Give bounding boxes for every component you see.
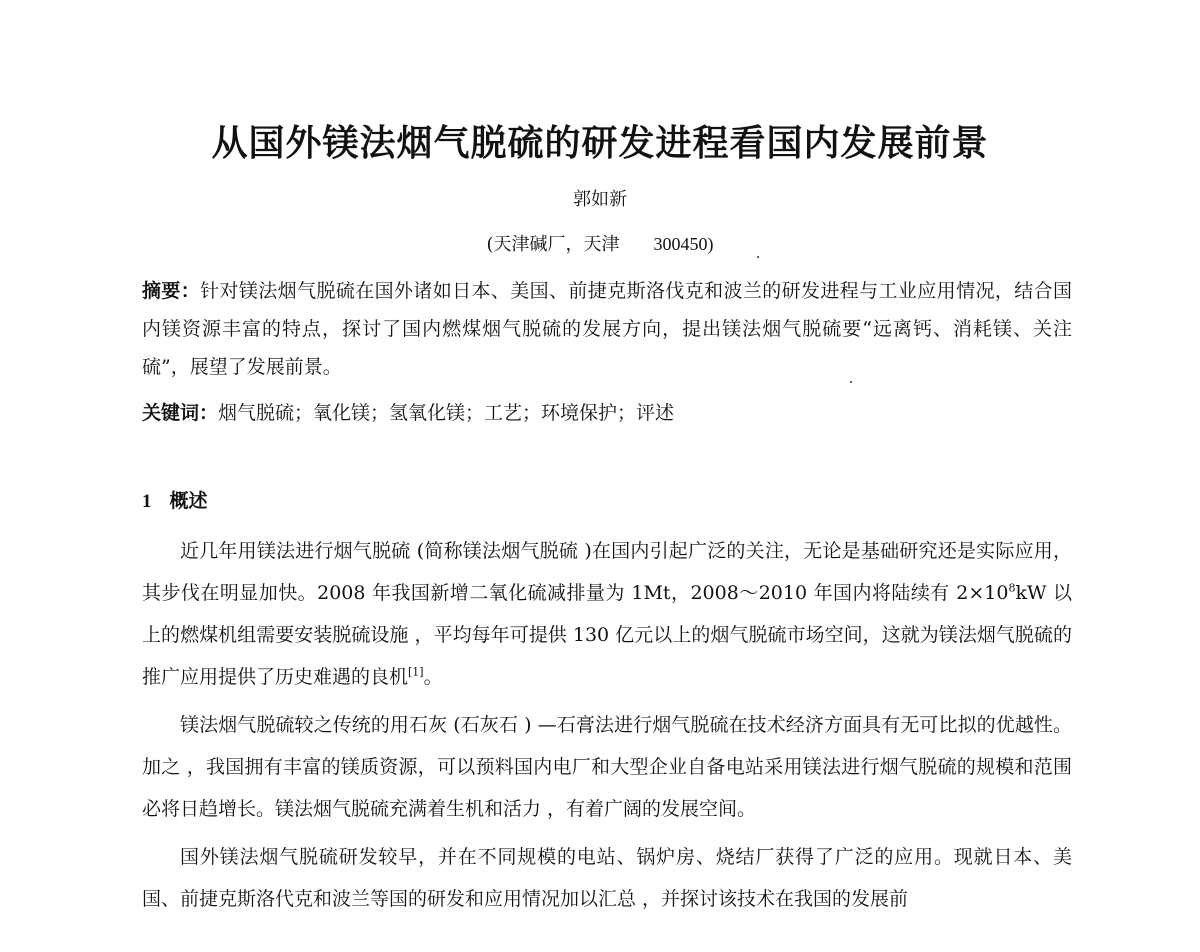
paper-title: 从国外镁法烟气脱硫的研发进程看国内发展前景 (211, 122, 989, 164)
paragraph-text: 。 (423, 666, 443, 688)
scan-speck (757, 256, 759, 258)
keywords (142, 398, 1072, 428)
postcode: 300450) (653, 234, 714, 254)
paragraph-text: kW 以上的燃煤机组需要安装脱硫设施 ，平均每年可提供 130 亿元以上的烟气脱硫市场空间，这就为镁法烟气脱硫的推广应用提供了历史难遇的良机 (142, 582, 1072, 688)
paragraph (142, 530, 1072, 698)
affiliation (0, 230, 1200, 259)
citation-ref: [1] (408, 665, 424, 679)
author-name: 郭如新 (573, 189, 627, 210)
section-title: 概述 (169, 490, 208, 512)
body-text (142, 530, 1072, 926)
paragraph-text: 近几年用镁法进行烟气脱硫 (简称镁法烟气脱硫 )在国内引起广泛的关注，无论是基础研究还是实际应用，其步伐在明显加快。2008 年我国新增二氧化硫减排量为 1Mt，2008～2010 年国内将陆续有 2×10 (142, 540, 1072, 604)
affiliation-text: (天津碱厂，天津 (486, 234, 620, 255)
keywords-label: 关键词： (142, 402, 219, 424)
section-number: 1 (142, 491, 152, 512)
paragraph: 镁法烟气脱硫较之传统的用石灰 (石灰石 ) —石膏法进行烟气脱硫在技术经济方面具有无可比拟的优越性。加之 ，我国拥有丰富的镁质资源，可以预料国内电厂和大型企业自备电站采用镁法进行烟气脱硫的规模和范围必将日趋增长。镁法烟气脱硫充满着生机和活力 ，有着广阔的发展空间。 (142, 714, 1072, 820)
abstract-text: 针对镁法烟气脱硫在国外诸如日本、美国、前捷克斯洛伐克和波兰的研发进程与工业应用情况，结合国内镁资源丰富的特点，探讨了国内燃煤烟气脱硫的发展方向，提出镁法烟气脱硫要“远离钙、消耗镁、关注硫”，展望了发展前景。 (142, 280, 1072, 378)
section-heading (142, 486, 208, 517)
keywords-text: 烟气脱硫；氧化镁；氢氧化镁；工艺；环境保护；评述 (218, 402, 675, 424)
scan-speck (850, 381, 852, 383)
superscript: 8 (1008, 581, 1016, 595)
paragraph: 国外镁法烟气脱硫研发较早，并在不同规模的电站、锅炉房、烧结厂获得了广泛的应用。现就日本、美国、前捷克斯洛代克和波兰等国的研发和应用情况加以汇总 ，并探讨该技术在我国的发展前 (142, 846, 1072, 910)
abstract (142, 272, 1072, 386)
abstract-label: 摘要： (142, 280, 201, 302)
